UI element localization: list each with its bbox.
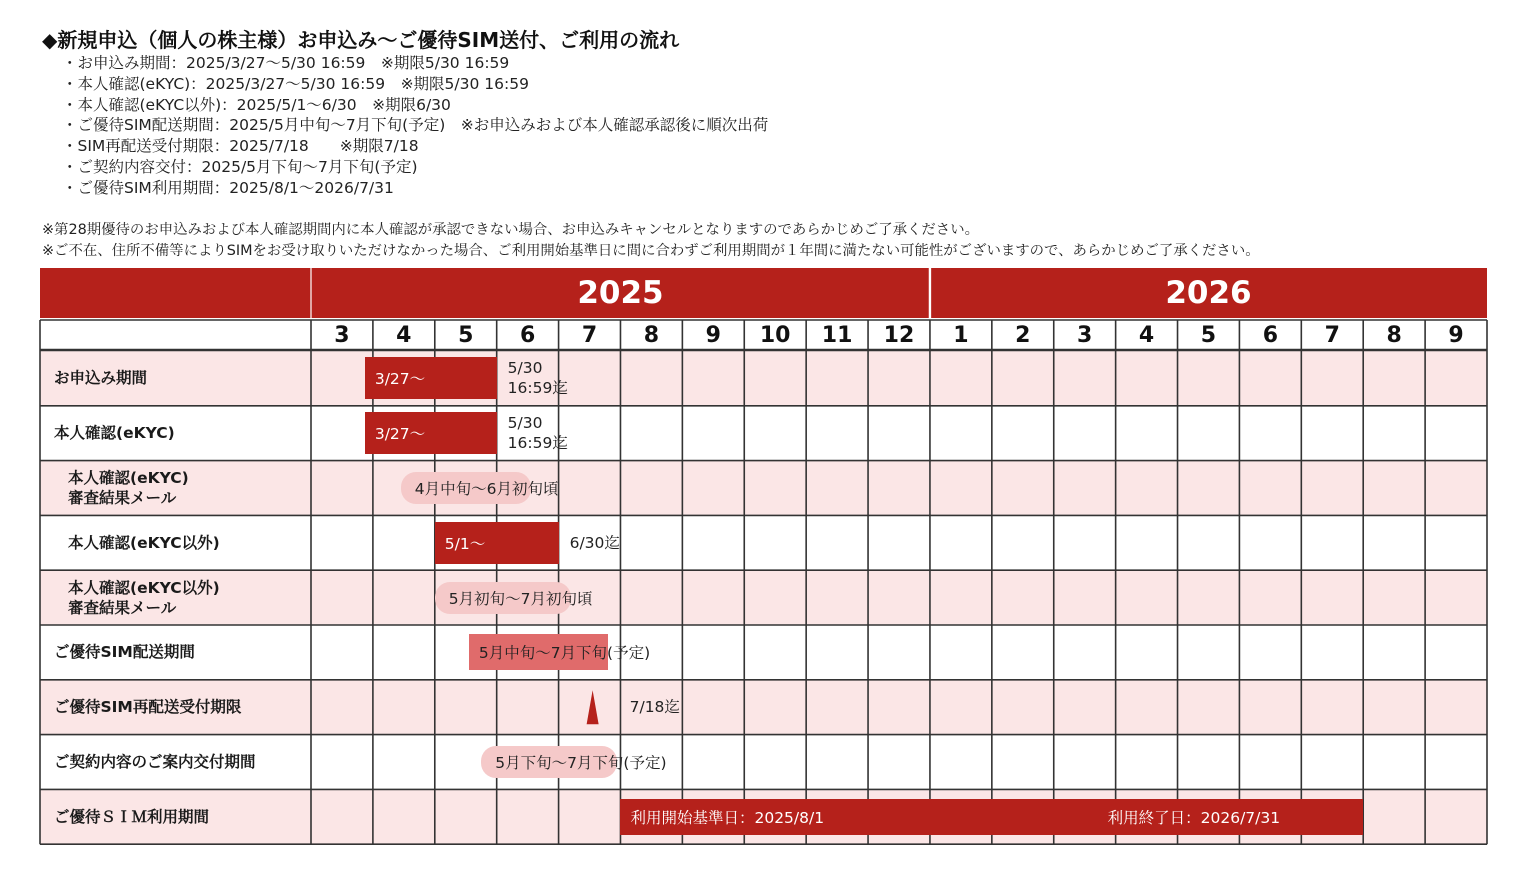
row-background [40, 735, 1487, 790]
timeline-pill [481, 746, 667, 778]
info-line: ・本人確認(eKYC)：2025/3/27～5/30 16:59 ※期限5/30 16:59 [62, 74, 529, 93]
deadline-text-line: 7/18迄 [629, 697, 680, 716]
month-label: 5 [458, 322, 474, 348]
row-label [68, 468, 189, 508]
row-label-line: 本人確認(eKYC以外) [68, 578, 220, 597]
bar-label: 5月中旬～7月下旬(予定) [478, 644, 651, 663]
bar-label: 5/1～ [444, 534, 486, 553]
month-label: 8 [1386, 322, 1402, 348]
row-label-line: 本人確認(eKYC) [68, 469, 189, 487]
deadline-text [570, 533, 620, 554]
bar-label: 3/27～ [374, 370, 426, 389]
timeline-bar [435, 522, 559, 564]
info-line: ・ご契約内容交付：2025/5月下旬～7月下旬(予定) [62, 157, 418, 176]
row-label [68, 533, 220, 553]
row-label-line: ご優待SIM再配送受付期限 [54, 698, 242, 717]
row-label-line: 審査結果メール [68, 489, 177, 507]
row-background [40, 351, 1487, 406]
page-title: ◆新規申込（個人の株主様）お申込み～ご優待SIM送付、ご利用の流れ [42, 28, 680, 52]
row-label-line: 本人確認(eKYC) [54, 424, 175, 443]
pill-label: 5月下旬～7月下旬(予定) [495, 754, 667, 772]
row-label [54, 642, 195, 662]
timeline-bar [620, 799, 1363, 835]
row-label-line: お申込み期間 [54, 369, 148, 388]
row-label [68, 578, 220, 618]
timeline-pill [401, 472, 559, 504]
row-label-line: 本人確認(eKYC以外) [68, 533, 220, 552]
row-background [40, 461, 1487, 516]
timeline-bar [365, 412, 497, 454]
bar-label: 3/27～ [374, 425, 426, 444]
timeline-pill [435, 582, 593, 614]
month-label: 8 [643, 322, 660, 348]
row-background [40, 625, 1487, 680]
row-background [40, 515, 1487, 570]
row-label [54, 752, 256, 772]
row-label [54, 807, 209, 827]
month-label: 9 [1448, 322, 1464, 348]
month-label: 12 [883, 322, 915, 348]
month-label: 6 [1262, 322, 1278, 348]
deadline-text [508, 413, 568, 454]
month-label: 9 [705, 322, 721, 348]
month-label: 3 [334, 322, 350, 348]
row-label-line: ご優待SIM配送期間 [54, 643, 195, 662]
row-background [40, 570, 1487, 625]
bar-label-end: 利用終了日：2026/7/31 [1107, 808, 1281, 827]
note-line: ※ご不在、住所不備等によりSIMをお受け取りいただけなかった場合、ご利用開始基準日に間に合わずご利用期間が１年間に満たない可能性がございますので、あらかじめご了承ください。 [42, 242, 1260, 259]
row-label-line: ご優待ＳＩＭ利用期間 [54, 807, 210, 826]
info-line: ・お申込み期間：2025/3/27～5/30 16:59 ※期限5/30 16:59 [62, 54, 510, 72]
month-label: 4 [396, 322, 412, 348]
year-label-2026: 2026 [1165, 275, 1252, 311]
month-label: 5 [1200, 322, 1217, 348]
bar-label: 利用開始基準日：2025/8/1 [630, 808, 825, 827]
deadline-text-line: 6/30迄 [569, 533, 620, 552]
month-label: 7 [581, 322, 598, 348]
month-label: 2 [1015, 322, 1031, 348]
row-label [54, 423, 175, 443]
month-label: 4 [1138, 322, 1155, 348]
info-line: ・本人確認(eKYC以外)：2025/5/1～6/30 ※期限6/30 [62, 95, 451, 114]
timeline-bar [469, 634, 651, 670]
info-line: ・ご優待SIM配送期間：2025/5月中旬～7月下旬(予定) ※お申込みおよび本人確認承認後に順次出荷 [62, 116, 769, 135]
timeline-bar [365, 357, 497, 399]
month-label: 11 [821, 322, 853, 348]
deadline-text-line: 5/30 [507, 358, 543, 377]
row-label [54, 697, 241, 717]
pill-label: 4月中旬～6月初旬頃 [414, 480, 559, 498]
year-label-2025: 2025 [577, 275, 664, 311]
row-background [40, 680, 1487, 735]
row-label [54, 368, 147, 388]
row-label-line: ご契約内容のご案内交付期間 [54, 753, 256, 771]
pill-label: 5月初旬～7月初旬頃 [448, 589, 593, 608]
row-background [40, 406, 1487, 461]
deadline-text-line: 16:59迄 [507, 434, 568, 453]
month-label: 10 [759, 322, 791, 348]
deadline-text-line: 5/30 [507, 413, 543, 432]
deadline-text-line: 16:59迄 [507, 379, 568, 398]
info-line: ・SIM再配送受付期限：2025/7/18 ※期限7/18 [62, 137, 419, 156]
info-line: ・ご優待SIM利用期間：2025/8/1～2026/7/31 [62, 178, 394, 197]
month-label: 1 [953, 322, 969, 348]
row-label-line: 審査結果メール [68, 598, 177, 617]
note-line: ※第28期優待のお申込みおよび本人確認期間内に本人確認が承認できない場合、お申込みキャンセルとなりますのであらかじめご了承ください。 [42, 222, 979, 238]
deadline-text [630, 697, 680, 718]
month-label: 3 [1077, 322, 1093, 348]
month-label: 6 [519, 322, 536, 348]
month-label: 7 [1324, 322, 1340, 348]
deadline-text [508, 358, 568, 399]
